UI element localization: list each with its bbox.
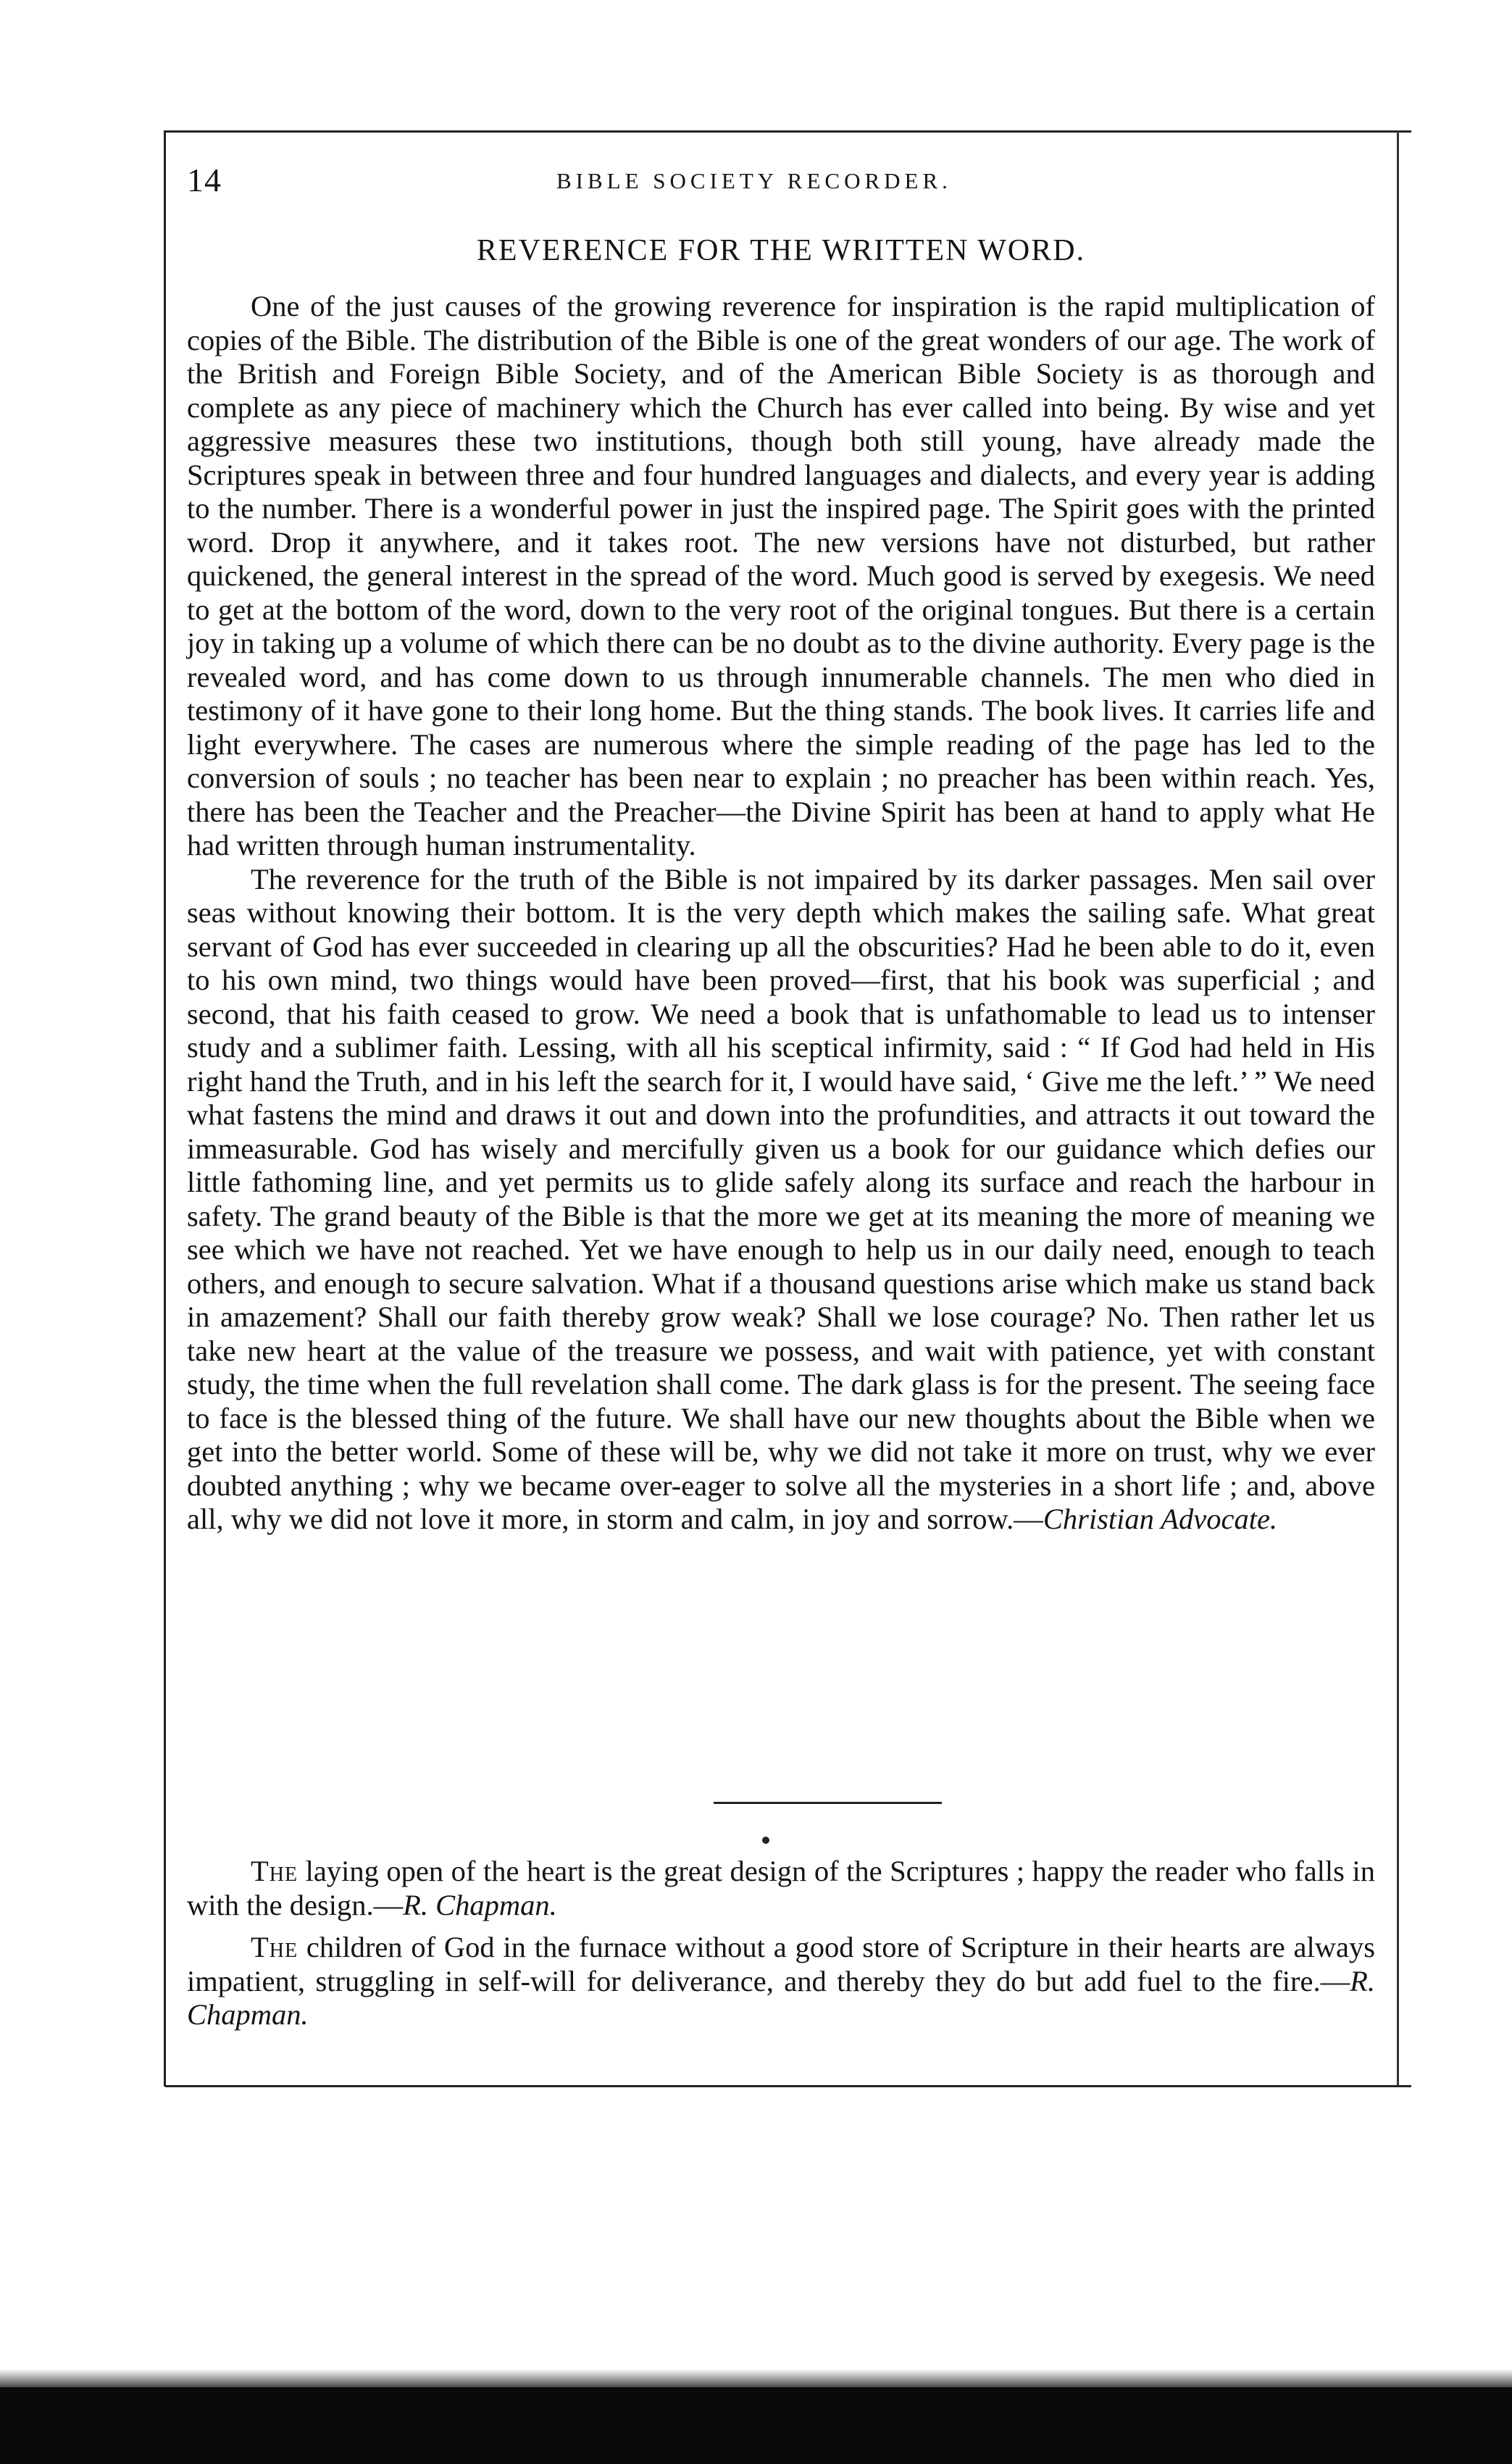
running-head <box>187 161 1375 204</box>
quote-paragraph <box>187 1855 1375 1922</box>
frame-bottom-rule <box>165 2085 1411 2087</box>
article-paragraph: One of the just causes of the growing reverence for inspiration is the rapid multiplication of copies of the Bible. The distribution of the Bible is one of the great wonders of our age. The work of the British and Foreign Bible Society, and of the American Bible Society is as thorough and complete as any piece of machinery which the Church has ever called into being. By wise and yet aggressive measures these two institutions, though both still young, have already made the Scriptures speak in between three and four hundred languages and dialects, and every year is adding to the number. There is a wonderful power in just the inspired page. The Spirit goes with the printed word. Drop it anywhere, and it takes root. The new versions have not disturbed, but rather quickened, the general interest in the spread of the word. Much good is served by exegesis. We need to get at the bottom of the word, down to the very root of the original tongues. But there is a certain joy in taking up a volume of which there can be no doubt as to the divine authority. Every page is the revealed word, and has come down to us through innumerable channels. The men who died in testimony of it have gone to their long home. But the thing stands. The book lives. It carries life and light everywhere. The cases are numerous where the simple reading of the page has led to the conversion of souls ; no teacher has been near to explain ; no preacher has been within reach. Yes, there has been the Teacher and the Preacher—the Divine Spirit has been at hand to apply what He had written through human instrumentality. <box>187 290 1375 861</box>
quote-lead-word: The <box>251 1931 298 1963</box>
quote-text: children of God in the furnace without a good store of Scripture in their hearts are always impatient, struggling in self-will for deliverance, and thereby they do but add fuel to the fire.— <box>187 1931 1375 1997</box>
quotes-section <box>187 1855 1375 2041</box>
article-title: REVERENCE FOR THE WRITTEN WORD. <box>476 234 1086 267</box>
paragraph-text: The reverence for the truth of the Bible is not impaired by its darker passages. Men sail over seas without knowing their bottom. It is the very depth which makes the sailing safe. What great servant of God has ever succeeded in clearing up all the obscurities? Had he been able to do it, even to his own mind, two things would have been proved—first, that his book was superficial ; and second, that his faith ceased to grow. We need a book that is unfathomable to lead us to intenser study and a sublimer faith. Lessing, with all his sceptical infirmity, said : “ If God had held in His right hand the Truth, and in his left the search for it, I would have said, ‘ Give me the left.’ ” We need what fastens the mind and draws it out and down into the profundities, and attracts it out toward the immeasurable. God has wisely and mercifully given us a book for our guidance which defies our little fathoming line, and yet permits us to glide safely along its surface and reach the harbour in safety. The grand beauty of the Bible is that the more we get at its meaning the more of meaning we see which we have not reached. Yet we have enough to help us in our daily need, enough to teach others, and enough to secure salvation. What if a thousand questions arise which make us stand back in amazement? Shall our faith thereby grow weak? Shall we lose courage? No. Then rather let us take new heart at the value of the treasure we possess, and wait with patience, yet with constant study, the time when the full revelation shall come. The dark glass is for the present. The seeing face to face is the blessed thing of the future. We shall have our new thoughts about the Bible when we get into the better world. Some of these will be, why we did not take it more on trust, why we ever doubted anything ; why we became over-eager to solve all the mysteries in a short life ; and, above all, why we did not love it more, in storm and calm, in joy and sorrow.— <box>187 862 1375 1535</box>
quote-lead-word: The <box>251 1855 298 1887</box>
article-body <box>187 290 1375 1537</box>
page-number: 14 <box>187 162 222 199</box>
frame-left-rule <box>164 130 166 2087</box>
frame-right-rule <box>1397 130 1399 2087</box>
scan-shadow <box>0 2387 1512 2464</box>
frame-top-rule <box>165 130 1411 133</box>
journal-name: BIBLE SOCIETY RECORDER. <box>556 168 952 193</box>
section-separator <box>714 1802 942 1804</box>
quote-author: R. Chapman. <box>187 1964 1375 2031</box>
quote-paragraph <box>187 1931 1375 2032</box>
article-source: Christian Advocate. <box>1043 1503 1278 1535</box>
article-paragraph <box>187 863 1375 1537</box>
quote-author: R. Chapman. <box>403 1888 557 1921</box>
quote-text: laying open of the heart is the great design of the Scriptures ; happy the reader who falls in with the design.— <box>187 1855 1375 1921</box>
ornament-dot <box>762 1837 769 1844</box>
